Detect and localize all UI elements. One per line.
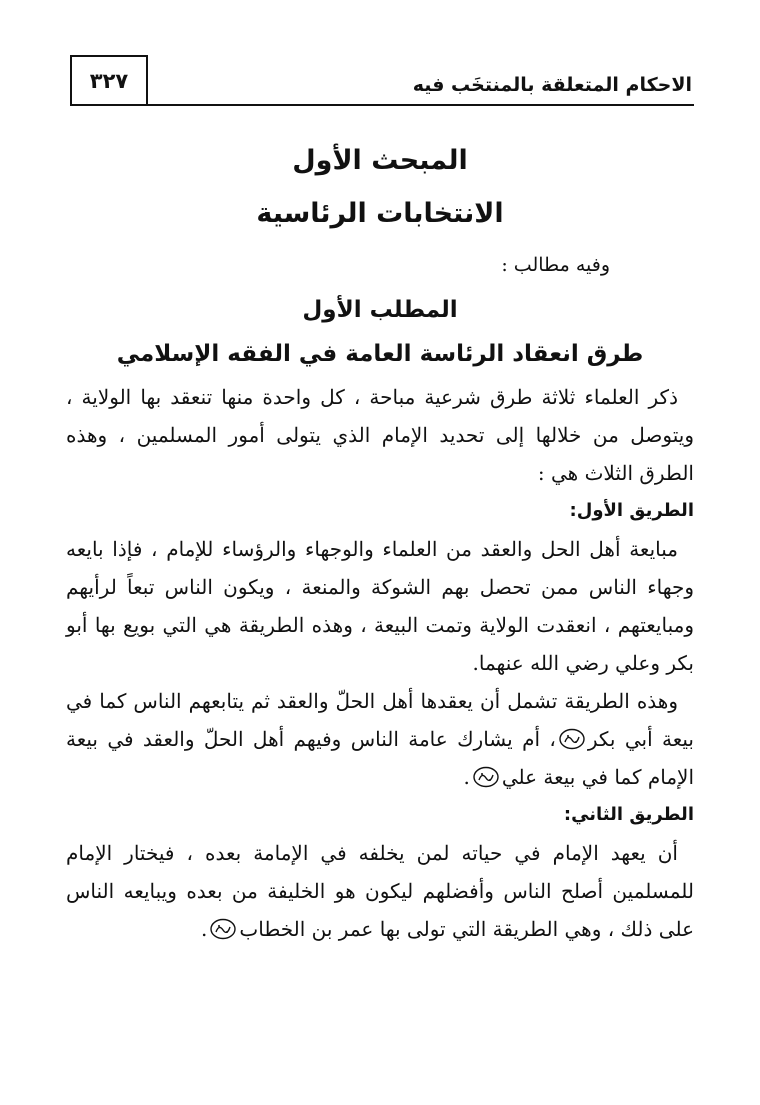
honorific-radiallahu-icon bbox=[210, 918, 236, 940]
subsection-title: طرق انعقاد الرئاسة العامة في الفقه الإسلامي bbox=[116, 341, 644, 367]
text-segment: . bbox=[463, 765, 470, 789]
honorific-radiallahu-icon bbox=[559, 728, 585, 750]
paragraph-method-one: مبايعة أهل الحل والعقد من العلماء والوجهاء والرؤساء للإمام ، فإذا بايعه وجهاء الناس ممن تحصل بهم الشوكة والمنعة ، ويكون الناس تبعاً لرأيهم ومبايعتهم ، انعقدت الولاية وتمت البيعة ، وهذه الطريقة هي التي بويع بها أبو بكر وعلي رضي الله عنهما. bbox=[66, 537, 694, 675]
page-number: ٣٢٧ bbox=[89, 69, 129, 93]
chapter-title: الانتخابات الرئاسية bbox=[256, 198, 504, 229]
text-segment: ، أم يشارك عامة الناس وفيهم أهل الحلّ والعقد في بيعة الإمام كما في بيعة علي bbox=[66, 727, 694, 789]
paragraph-method-one-detail bbox=[66, 682, 694, 796]
body-text bbox=[66, 378, 694, 948]
paragraph-intro: ذكر العلماء ثلاثة طرق شرعية مباحة ، كل واحدة منها تنعقد بها الولاية ، ويتوصل من خلالها إلى تحديد الإمام الذي يتولى أمور المسلمين ، وهذه الطرق الثلاث هي : bbox=[66, 385, 694, 485]
header-rule bbox=[70, 104, 694, 106]
page-number-box bbox=[70, 55, 148, 105]
method-two-heading: الطريق الثاني: bbox=[563, 804, 694, 825]
text-segment: أن يعهد الإمام في حياته لمن يخلفه في الإمامة بعده ، فيختار الإمام للمسلمين أصلح الناس وأفضلهم ليكون هو الخليفة من بعده ويبايعه الناس على ذلك ، وهي الطريقة التي تولى بها عمر بن الخطاب bbox=[66, 841, 694, 941]
intro-line: وفيه مطالب : bbox=[501, 254, 610, 276]
subsection-heading: المطلب الأول bbox=[302, 297, 458, 323]
section-heading: المبحث الأول bbox=[292, 145, 468, 176]
running-title: الاحكام المتعلقة بالمنتخَب فيه bbox=[412, 74, 692, 96]
text-segment: وهذه الطريقة تشمل أن يعقدها أهل الحلّ والعقد ثم يتابعهم الناس كما في بيعة أبي بكر bbox=[66, 689, 694, 751]
text-segment: . bbox=[201, 917, 208, 941]
method-one-heading: الطريق الأول: bbox=[569, 500, 694, 521]
honorific-radiallahu-icon bbox=[473, 766, 499, 788]
paragraph-method-two bbox=[66, 834, 694, 948]
